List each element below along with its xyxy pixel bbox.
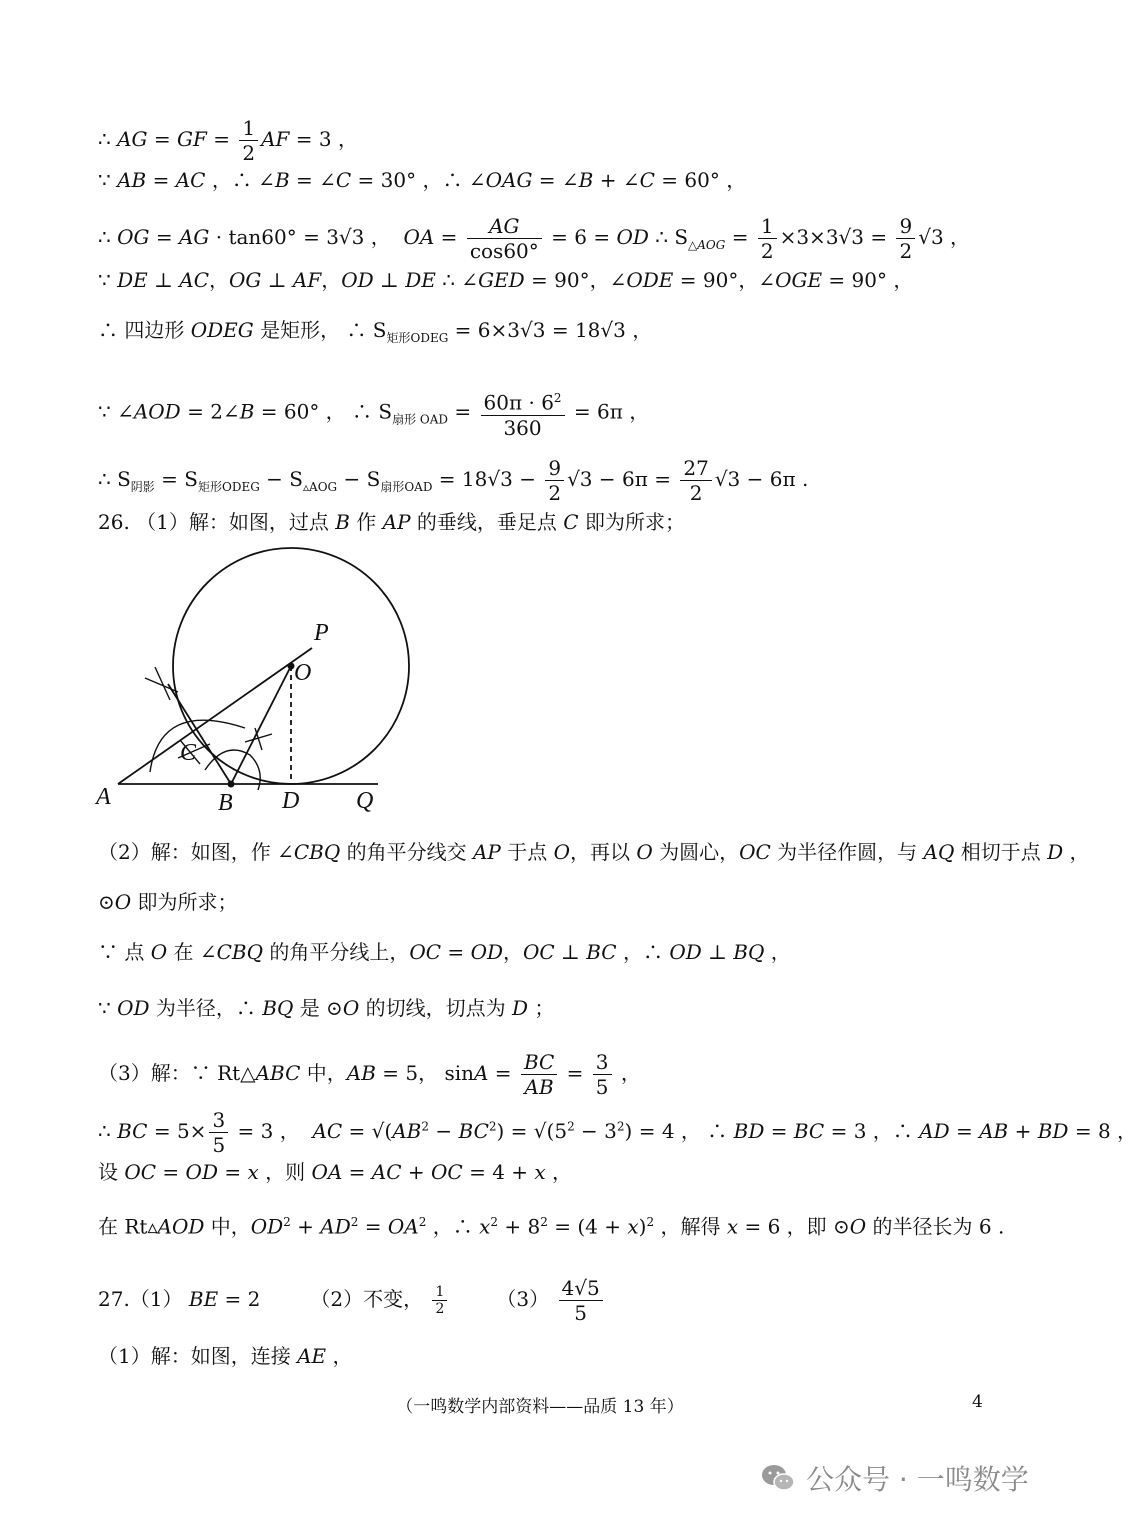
label-b: B — [218, 790, 233, 816]
solution-line-7: ∴ $S_{阴影} = S_{矩形ODEG} - S_{▵AOG} - S_{扇形OAD} = 18√3$ − $\frac{9}{2}$ √3 − 6π = $\frac{27}{2}$ √3 − 6π . — [98, 456, 809, 505]
label-d: D — [282, 788, 300, 814]
fraction: $\frac{AG}{\cos 60^\circ}$ — [467, 214, 542, 263]
watermark — [760, 1458, 1029, 1498]
fraction: $\frac{60\pi \cdot 6^2}{360}$ — [481, 386, 565, 440]
wechat-icon — [760, 1463, 796, 1493]
problem-27-part1: （1）解：如图，连接 AE ， — [98, 1344, 353, 1368]
geometry-figure — [96, 554, 396, 818]
page-footer: （一鸣数学内部资料——品质 13 年） — [396, 1397, 684, 1417]
ray-ap — [118, 648, 312, 784]
solution-line-16: 在 Rt▵AOD 中，$OD^2 + AD^2 = OA^2$ ，∴ $x^2 + 8^2 = (4 + x)^2$ ，解得 x = 6 ，即 ⊙O 的半径长为 6 . — [98, 1214, 1005, 1239]
solution-line-10: ⊙O 即为所求； — [98, 890, 238, 914]
solution-line-3: ∴ OG = AG · tan60° = 3√3 ， OA = $\frac{AG}{\cos 60^\circ}$ = 6 = OD ∴ $S_{\triangle AOG}$ = $\frac{1}{2}$ ×3×3√3 = $\frac{9}{2}$ √3 ， — [98, 214, 971, 263]
problem-26-part2: （2）解：如图，作 ∠CBQ 的角平分线交 AP 于点 O，再以 O 为圆心，OC 为半径作圆，与 AQ 相切于点 D ， — [98, 840, 1090, 864]
problem-26-part1: 26. （1）解：如图，过点 B 作 AP 的垂线，垂足点 C 即为所求； — [98, 510, 685, 534]
label-a: A — [96, 784, 111, 810]
fraction: $\frac{9}{2}$ — [896, 214, 915, 263]
fraction: $\frac{1}{2}$ — [758, 214, 777, 263]
problem-27-answers: 27.（1） BE = 2 （2）不变， $\frac{1}{2}$ （3） $\frac{4√5}{5}$ — [98, 1276, 606, 1325]
label-o: O — [294, 660, 312, 686]
fraction: $\frac{4√5}{5}$ — [559, 1276, 603, 1325]
fraction: $\frac{9}{2}$ — [545, 456, 564, 505]
solution-line-6: ∵ ∠AOD = 2∠B = 60° ， ∴ $S_{扇形 OAD}$ = $\frac{60\pi \cdot 6^2}{360}$ = 6π ， — [98, 386, 649, 440]
solution-line-5: ∴ 四边形 ODEG 是矩形， ∴ $S_{矩形ODEG} = 6\times 3√3 = 18√3$ ， — [98, 318, 653, 345]
fraction: $\frac{3}{5}$ — [209, 1108, 228, 1157]
solution-line-4: ∵ DE ⊥ AC，OG ⊥ AF，OD ⊥ DE ∴ ∠GED = 90°，∠ODE = 90°，∠OGE = 90° ， — [98, 268, 914, 292]
fraction: $\frac{1}{2}$ — [239, 116, 258, 165]
label-c: C — [180, 740, 197, 766]
point-b — [228, 781, 235, 788]
solution-line-2: ∵ AB = AC ，∴ ∠B = ∠C = 30° ，∴ ∠OAG = ∠B + ∠C = 60° ， — [98, 168, 747, 192]
fraction: $\frac{1}{2}$ — [432, 1284, 447, 1317]
fraction: $\frac{27}{2}$ — [680, 456, 711, 505]
solution-line-14: ∴ BC = 5× $\frac{3}{5}$ = 3 ， AC = $√(AB^2 - BC^2) = √(5^2 - 3^2) = 4$ ， ∴ BD = BC = 3 ，∴ AD = AB + BD = 8 ， — [98, 1108, 1137, 1157]
perpendicular-bc — [168, 684, 231, 784]
solution-line-15: 设 OC = OD = x ，则 OA = AC + OC = 4 + x ， — [98, 1160, 573, 1184]
solution-line-11: ∵ 点 O 在 ∠CBQ 的角平分线上，OC = OD，OC ⊥ BC ，∴ OD ⊥ BQ ， — [98, 940, 791, 964]
page-number: 4 — [972, 1392, 983, 1412]
fraction: $\frac{BC}{AB}$ — [521, 1050, 557, 1099]
problem-26-part3: （3）解：∵ Rt△ABC 中，AB = 5， sinA = $\frac{BC}{AB}$ = $\frac{3}{5}$ ， — [98, 1050, 641, 1099]
solution-line-12: ∵ OD 为半径，∴ BQ 是 ⊙O 的切线，切点为 D ； — [98, 996, 555, 1020]
label-q: Q — [356, 788, 374, 814]
fraction: $\frac{3}{5}$ — [593, 1050, 612, 1099]
label-p: P — [314, 620, 329, 646]
watermark-text: 公众号 · 一鸣数学 — [806, 1463, 1029, 1496]
solution-line-1: ∴ AG = GF = $\frac{1}{2}$ AF = 3 ， — [98, 116, 358, 165]
